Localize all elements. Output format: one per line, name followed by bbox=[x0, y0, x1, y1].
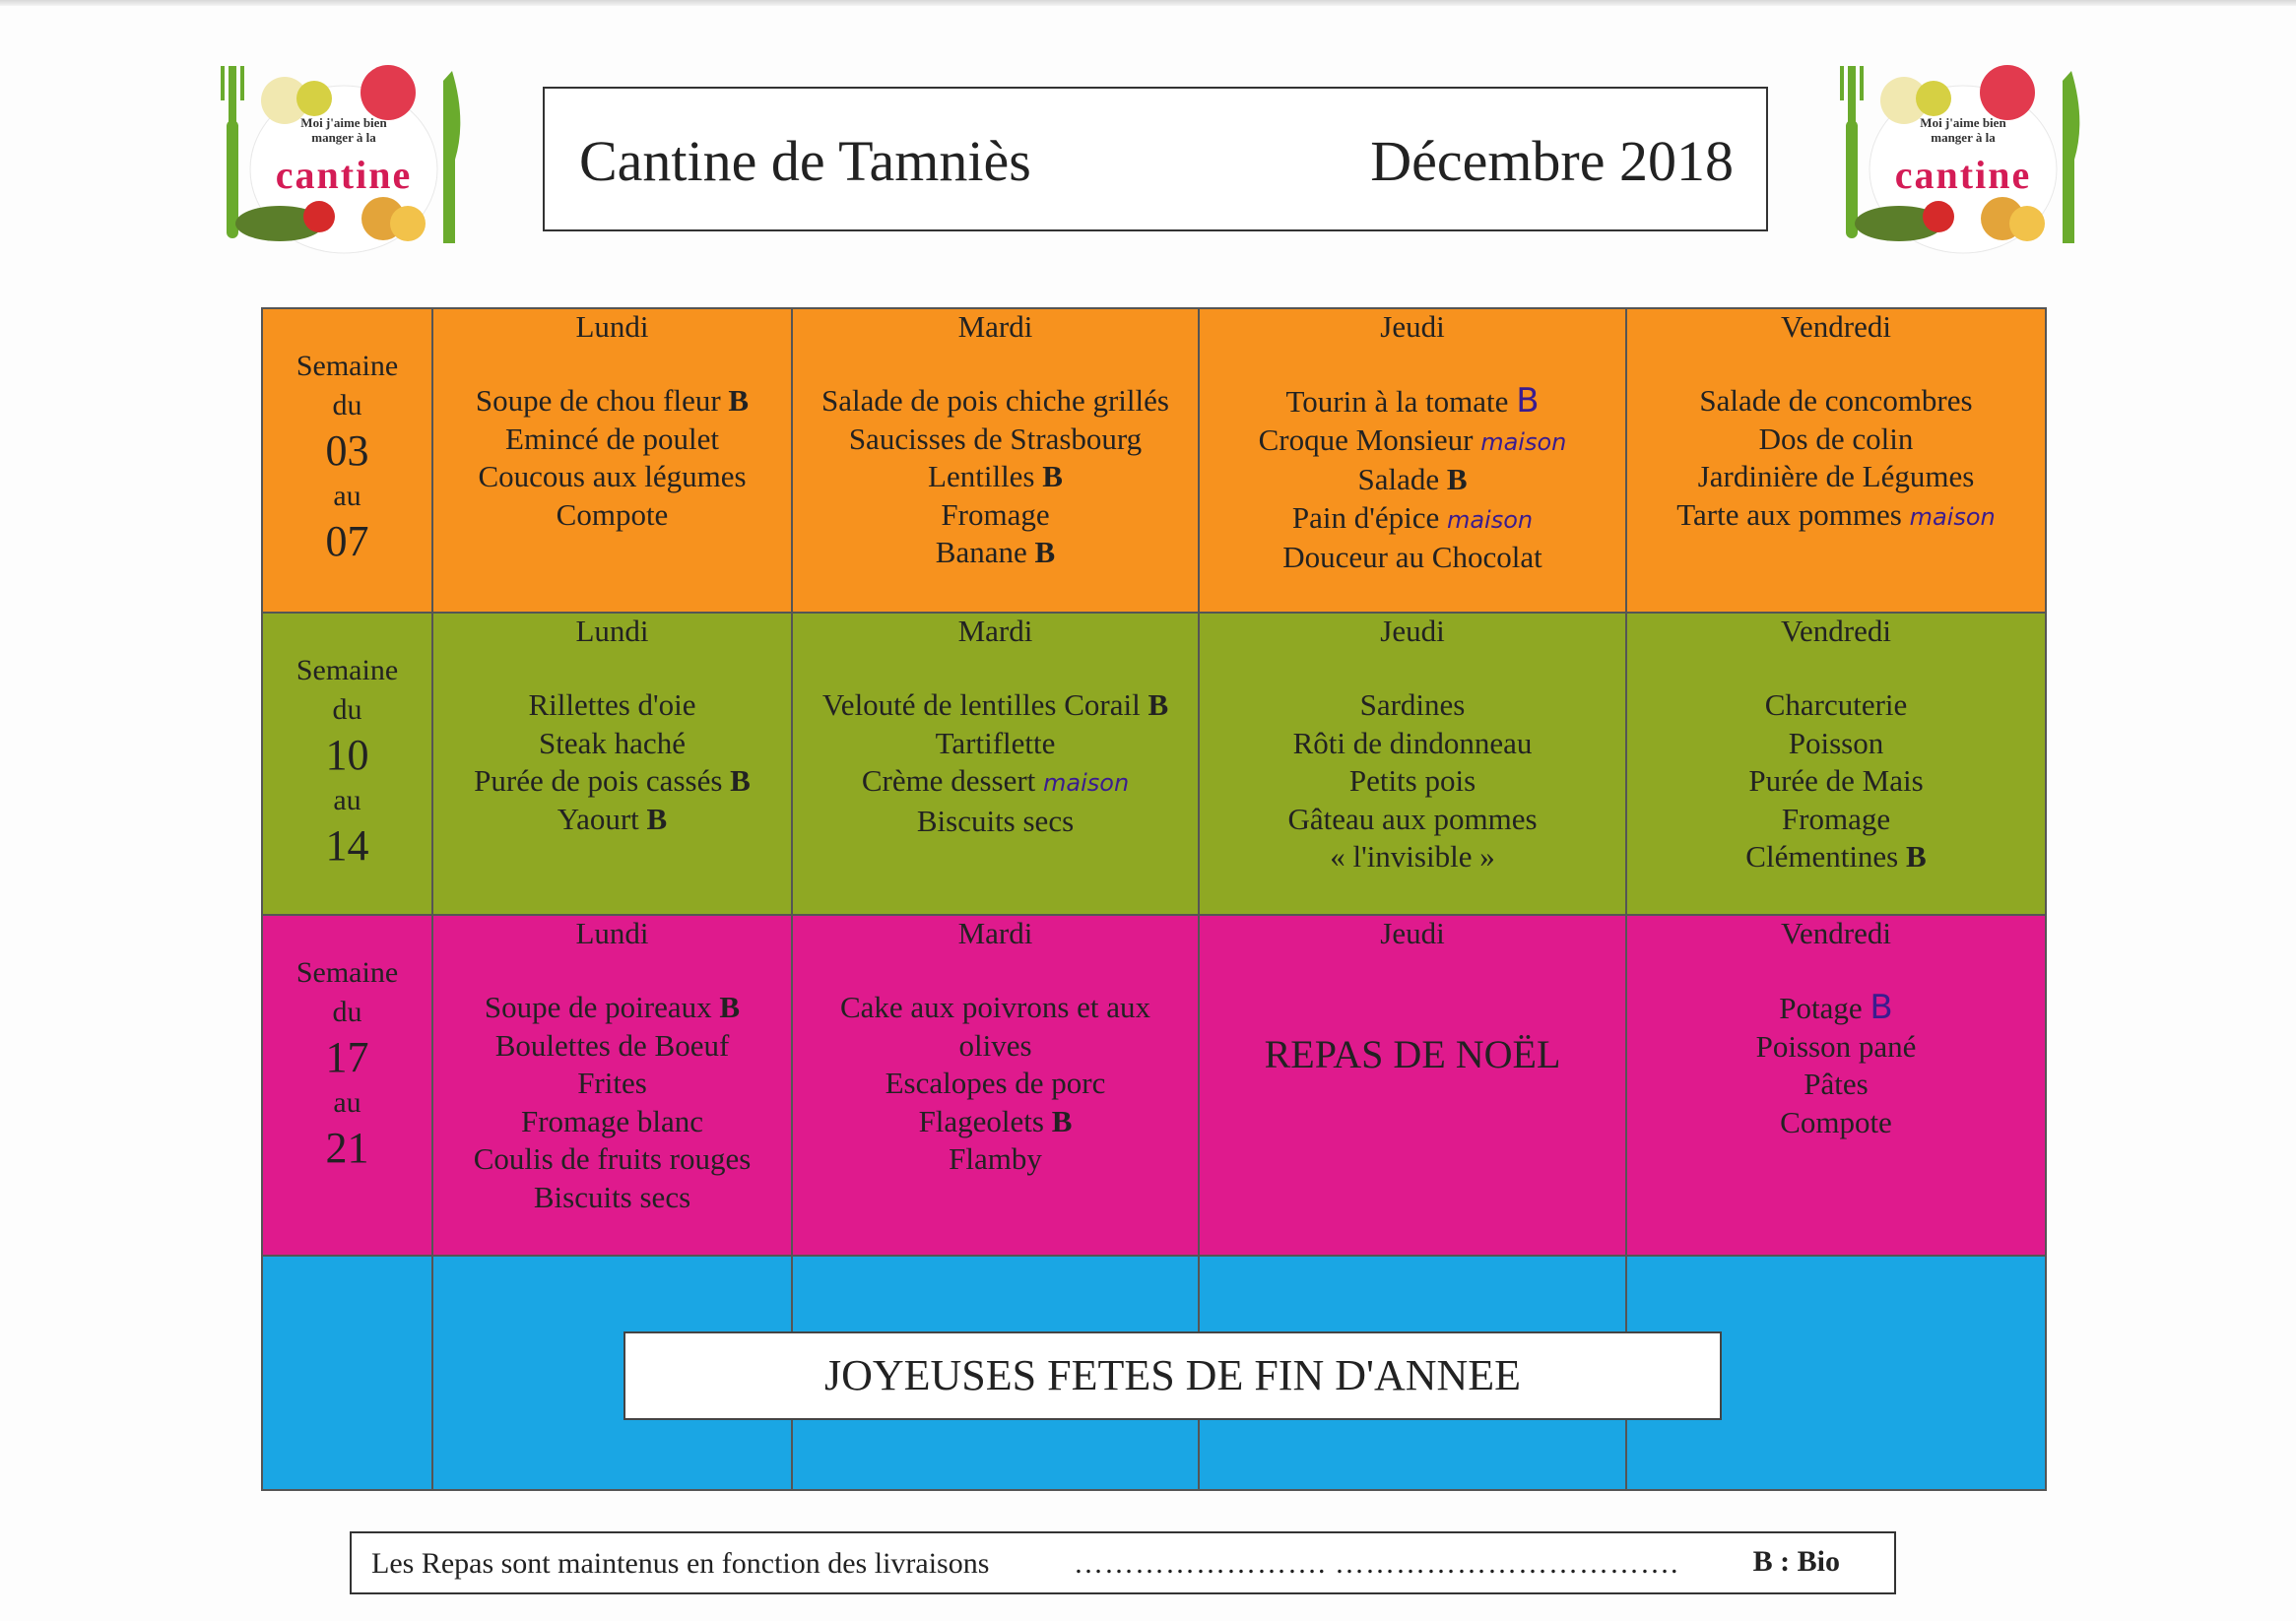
menu-items: Rillettes d'oie Steak haché Purée de pois cassés B Yaourt B bbox=[474, 687, 751, 836]
week-label: Semaine du 17 au 21 bbox=[263, 916, 433, 1255]
handwritten-bio-mark: B bbox=[1516, 381, 1540, 421]
day-name: Vendredi bbox=[1781, 309, 1891, 344]
logo-tagline: Moi j'aime bien manger à la bbox=[300, 115, 387, 145]
menu-items: Potage B Poisson pané Pâtes Compote bbox=[1755, 988, 1917, 1139]
logo-tagline: Moi j'aime bien manger à la bbox=[1920, 115, 2006, 145]
menu-items: Sardines Rôti de dindonneau Petits pois Gâteau aux pommes « l'invisible » bbox=[1287, 687, 1538, 874]
handwritten-homemade-mark: maison bbox=[1446, 505, 1534, 534]
day-cell bbox=[1627, 916, 2045, 1255]
day-cell bbox=[1627, 614, 2045, 914]
week-label: Semaine du 10 au 14 bbox=[263, 614, 433, 914]
logo-brand: cantine bbox=[1894, 153, 2032, 197]
menu-items: Salade de concombres Dos de colin Jardinière de Légumes Tarte aux pommes maison bbox=[1676, 383, 1996, 532]
day-name: Lundi bbox=[575, 614, 649, 648]
menu-items: Charcuterie Poisson Purée de Mais Fromage Clémentines B bbox=[1745, 687, 1927, 874]
day-cell bbox=[433, 614, 793, 914]
bio-legend: B : Bio bbox=[1752, 1545, 1840, 1578]
day-cell bbox=[793, 916, 1200, 1255]
day-name: Jeudi bbox=[1380, 614, 1445, 648]
day-cell bbox=[1200, 309, 1627, 612]
day-cell bbox=[1200, 614, 1627, 914]
christmas-meal-label: REPAS DE NOËL bbox=[1264, 1032, 1561, 1076]
scan-edge bbox=[0, 0, 2296, 6]
day-cell bbox=[433, 916, 793, 1255]
handwritten-homemade-mark: maison bbox=[1909, 502, 1996, 531]
handwritten-homemade-mark: maison bbox=[1480, 427, 1567, 456]
day-name: Vendredi bbox=[1781, 614, 1891, 648]
week-label: Semaine du 03 au 07 bbox=[263, 309, 433, 612]
holiday-banner: JOYEUSES FETES DE FIN D'ANNEE bbox=[623, 1331, 1722, 1420]
page-title: Cantine de Tamniès bbox=[579, 129, 1031, 193]
month-label: Décembre 2018 bbox=[1370, 129, 1734, 193]
menu-items: Salade de pois chiche grillés Saucisses de Strasbourg Lentilles B Fromage Banane B bbox=[821, 383, 1169, 569]
day-cell bbox=[433, 309, 793, 612]
day-name: Mardi bbox=[957, 309, 1033, 344]
menu-items: Velouté de lentilles Corail B Tartiflette Crème dessert maison Biscuits secs bbox=[821, 687, 1169, 838]
handwritten-bio-mark: B bbox=[1870, 988, 1893, 1027]
footer-dots: ……………………. ……………………………. bbox=[1074, 1547, 1679, 1580]
day-cell bbox=[1200, 916, 1627, 1255]
logo-brand: cantine bbox=[275, 153, 413, 197]
week-row bbox=[263, 916, 2045, 1257]
day-name: Lundi bbox=[575, 916, 649, 950]
week-label-empty bbox=[263, 1257, 433, 1489]
day-name: Jeudi bbox=[1380, 309, 1445, 344]
menu-items: Cake aux poivrons et aux olives Escalopes de porc Flageolets B Flamby bbox=[839, 990, 1151, 1176]
day-name: Mardi bbox=[957, 614, 1033, 648]
cantine-logo-left bbox=[221, 61, 467, 258]
handwritten-homemade-mark: maison bbox=[1043, 769, 1130, 797]
menu-items: Soupe de poireaux B Boulettes de Boeuf Frites Fromage blanc Coulis de fruits rouges Biscuits secs bbox=[473, 990, 752, 1214]
week-row bbox=[263, 309, 2045, 614]
day-cell bbox=[1627, 309, 2045, 612]
day-name: Vendredi bbox=[1781, 916, 1891, 950]
day-name: Mardi bbox=[957, 916, 1033, 950]
day-name: Jeudi bbox=[1380, 916, 1445, 950]
title-box bbox=[543, 87, 1768, 231]
day-name: Lundi bbox=[575, 309, 649, 344]
menu-items: Tourin à la tomate B Croque Monsieur maison Salade B Pain d'épice maison Douceur au Chocolat bbox=[1258, 381, 1567, 574]
menu-items: Soupe de chou fleur B Emincé de poulet Coucous aux légumes Compote bbox=[475, 383, 750, 532]
footer-note: Les Repas sont maintenus en fonction des livraisons bbox=[371, 1547, 990, 1580]
menu-grid bbox=[261, 307, 2047, 1491]
cantine-logo-right bbox=[1840, 61, 2086, 258]
week-row bbox=[263, 614, 2045, 916]
day-cell bbox=[793, 309, 1200, 612]
day-cell bbox=[793, 614, 1200, 914]
footer-note-box bbox=[350, 1531, 1896, 1594]
